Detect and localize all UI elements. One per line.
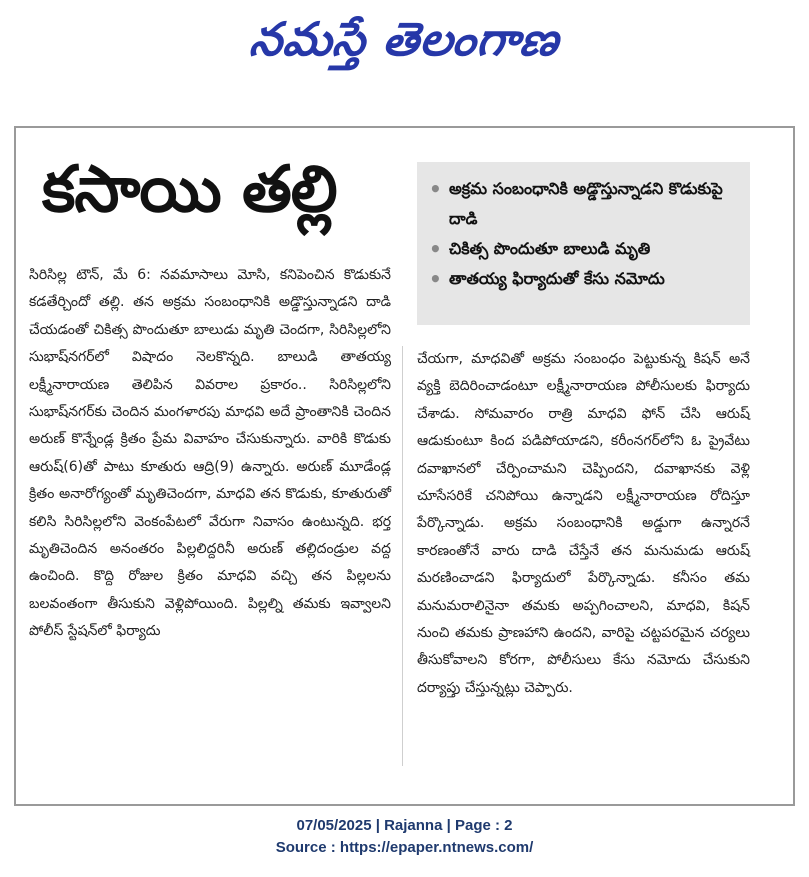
- highlight-item: [429, 174, 740, 234]
- source-line: Source : https://epaper.ntnews.com/: [275, 839, 534, 856]
- bullet-icon: •: [429, 177, 442, 201]
- bullet-icon: •: [429, 237, 442, 261]
- highlight-text: అక్రమ సంబంధానికి అడ్డొస్తున్నాడని కొడుకుపై దాడి: [449, 179, 723, 228]
- highlight-item: [429, 264, 740, 294]
- highlight-text: తాతయ్య ఫిర్యాదుతో కేసు నమోదు: [449, 269, 665, 288]
- article-column-1: సిరిసిల్ల టౌన్, మే 6: నవమాసాలు మోసి, కనిపెంచిన కొడుకునే కడతేర్చిందో తల్లి. తన అక్రమ సంబంధానికి అడ్డొస్తున్నాడని దాడి చేయడంతో చికిత్స పొందుతూ బాలుడు మృతి చెందగా, సిరిసిల్లలోని సుభాష్‌నగర్‌లో విషాదం నెలకొన్నది. బాలుడి తాతయ్య లక్ష్మీనారాయణ తెలిపిన వివరాల ప్రకారం.. సిరిసిల్లలోని సుభాష్‌నగర్‌కు చెందిన మంగళారపు మాధవి అదే ప్రాంతానికి చెందిన అరుణ్ కొన్నేండ్ల క్రితం ప్రేమ వివాహం చేసుకున్నారు. వారికి కొడుకు ఆరుష్(6)తో పాటు కూతురు ఆద్రి(9) ఉన్నారు. అరుణ్ మూడేండ్ల క్రితం అనారోగ్యంతో మృతిచెందగా, మాధవి తన కొడుకు, కూతురుతో కలిసి సిరిసిల్లలోని వెంకంపేటలో వేరుగా నివాసం ఉంటున్నది. భర్త మృతిచెందిన అనంతరం పిల్లలిద్దరినీ అరుణ్ తల్లిదండ్రుల వద్ద ఉంచింది. కొద్ది రోజుల క్రితం మాధవి వచ్చి తన పిల్లలను బలవంతంగా తీసుకుని వెళ్లిపోయింది. పిల్లల్ని తమకు ఇవ్వాలని పోలీస్ స్టేషన్‌లో ఫిర్యాదు: [29, 267, 391, 640]
- highlight-text: చికిత్స పొందుతూ బాలుడి మృతి: [449, 239, 651, 258]
- article-column-2: చేయగా, మాధవితో అక్రమ సంబంధం పెట్టుకున్న కిషన్ అనే వ్యక్తి బెదిరించాడంటూ లక్ష్మీనారాయణ పోలీసులకు ఫిర్యాదు చేశాడు. సోమవారం రాత్రి మాధవి ఫోన్ చేసి ఆరుష్ ఆడుకుంటూ కింద పడిపోయాడని, కరీంనగర్‌లోని ఓ ప్రైవేటు దవాఖానలో చేర్పించామని చెప్పిందని, దవాఖానకు వెళ్లి చూసేసరికే చనిపోయి ఉన్నాడని లక్ష్మీనారాయణ రోదిస్తూ పేర్కొన్నాడు. అక్రమ సంబంధానికి అడ్డుగా ఉన్నారనే కారణంతోనే వారు దాడి చేస్తేనే తన మనుమడు ఆరుష్ మరణించాడని ఫిర్యాదులో పేర్కొన్నాడు. కనీసం తమ మనుమరాలినైనా తమకు అప్పగించాలని, మాధవి, కిషన్ నుంచి తమకు ప్రాణహాని ఉందని, వారిపై చట్టపరమైన చర్యలు తీసుకోవాలని కోరగా, పోలీసులు కేసు నమోదు చేసుకుని దర్యాప్తు చేస్తున్నట్లు చెప్పారు.: [417, 351, 750, 696]
- highlight-item: [429, 234, 740, 264]
- column-divider: [402, 346, 403, 766]
- article-headline: కసాయి తల్లి: [42, 153, 337, 227]
- edition-info: 07/05/2025 | Rajanna | Page : 2: [296, 817, 513, 834]
- masthead-title: నమస్తే తెలంగాణ: [246, 12, 563, 66]
- bullet-icon: •: [429, 267, 442, 291]
- highlights-box: [417, 162, 750, 325]
- newspaper-masthead: [0, 8, 809, 70]
